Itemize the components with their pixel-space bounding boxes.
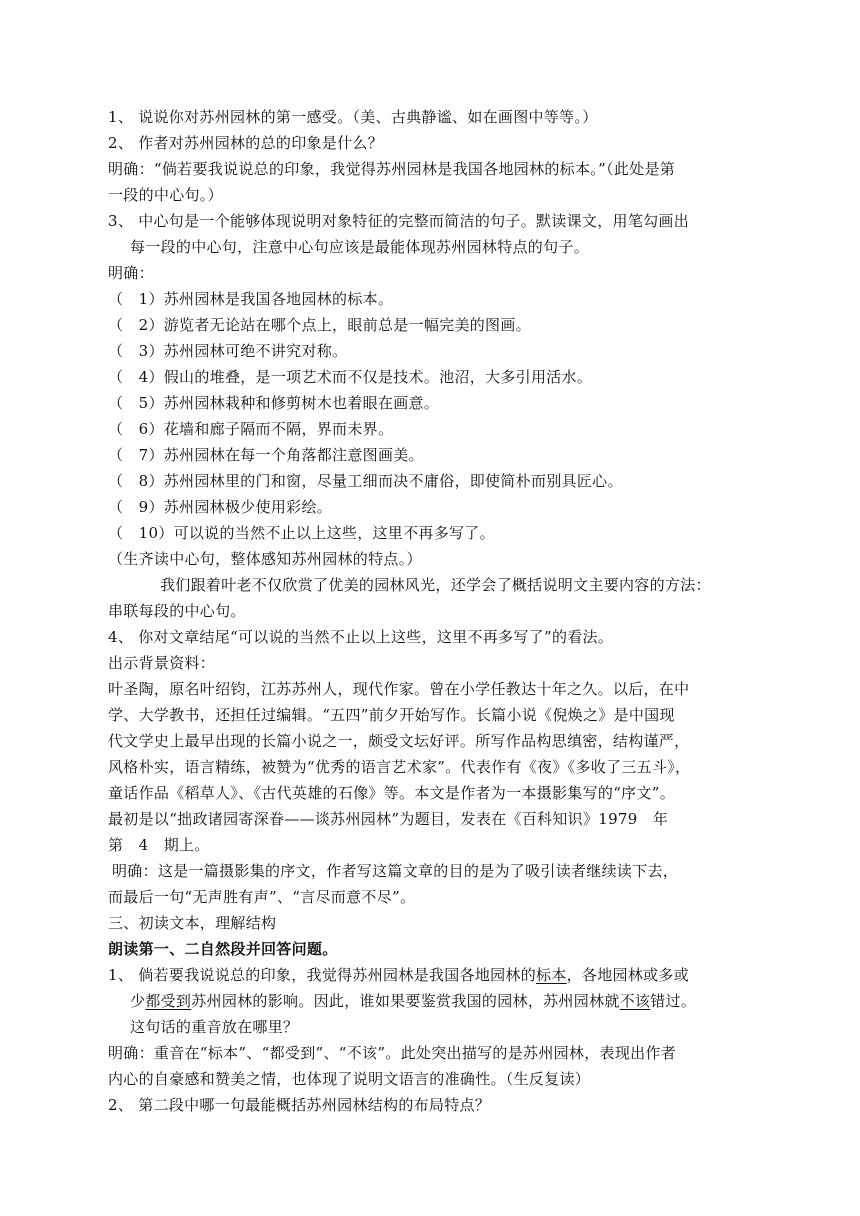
- background-line-6: 最初是以“拙政诸园寄深眷——谈苏州园林”为题目，发表在《百科知识》1979 年: [108, 810, 669, 828]
- background-line-2: 学、大学教书，还担任过编辑。“五四”前夕开始写作。长篇小说《倪焕之》是中国现: [108, 706, 675, 724]
- summary-line-1: 我们跟着叶老不仅欣赏了优美的园林风光，还学会了概括说明文主要内容的方法：: [160, 576, 711, 594]
- reading-question-1-line-1: [108, 965, 689, 985]
- text-segment: 1、 倘若要我说说总的印象，我觉得苏州园林是我国各地园林的: [108, 966, 537, 984]
- text-segment: 少: [130, 992, 146, 1010]
- background-line-1: 叶圣陶，原名叶绍钧，江苏苏州人，现代作家。曾在小学任教达十年之久。以后，在中: [108, 680, 690, 698]
- center-sentence-9: （ 9）苏州园林极少使用彩绘。: [108, 498, 333, 516]
- background-line-7: 第 4 期上。: [108, 836, 210, 854]
- question-2: 2、 作者对苏州园林的总的印象是什么？: [108, 134, 384, 152]
- reading-question-2: 2、 第二段中哪一句最能概括苏州园林结构的布局特点？: [108, 1096, 491, 1114]
- center-sentence-3: （ 3）苏州园林可绝不讲究对称。: [108, 342, 348, 360]
- text-segment: ，各地园林或多或: [566, 966, 690, 984]
- question-3-line-1: 3、 中心句是一个能够体现说明对象特征的完整而简洁的句子。默读课文，用笔勾画出: [108, 212, 690, 230]
- reading-task-heading: 朗读第一、二自然段并回答问题。: [108, 940, 338, 958]
- question-4: 4、 你对文章结尾“可以说的当然不止以上这些，这里不再多写了”的看法。: [108, 628, 614, 646]
- center-sentence-6: （ 6）花墙和廊子隔而不隔，界而未界。: [108, 420, 394, 438]
- underlined-keyword: 都受到: [145, 992, 192, 1010]
- center-sentence-8: （ 8）苏州园林里的门和窗，尽量工细而决不庸俗，即使简朴而别具匠心。: [108, 472, 623, 490]
- underlined-keyword: 不该: [619, 992, 651, 1010]
- background-label: 出示背景资料：: [108, 654, 216, 672]
- underlined-keyword: 标本: [536, 966, 567, 984]
- center-sentence-10: （ 10）可以说的当然不止以上这些，这里不再多写了。: [108, 524, 495, 542]
- question-3-line-2: 每一段的中心句，注意中心句应该是最能体现苏州园林特点的句子。: [130, 238, 590, 256]
- question-1: 1、 说说你对苏州园林的第一感受。（美、古典静谧、如在画图中等等。）: [108, 108, 598, 126]
- text-segment: 错过。: [650, 992, 697, 1010]
- background-line-5: 童话作品《稻草人》、《古代英雄的石像》等。本文是作者为一本摄影集写的“序文”。: [108, 784, 676, 802]
- center-sentence-4: （ 4）假山的堆叠，是一项艺术而不仅是技术。池沼，大多引用活水。: [108, 368, 593, 386]
- section-3-heading: 三、初读文本，理解结构: [108, 914, 277, 932]
- reading-answer-1-line-1: 明确：重音在“标本”、“都受到”、“不该”。此处突出描写的是苏州园林，表现出作者: [108, 1044, 677, 1062]
- answer-4-line-1: 明确：这是一篇摄影集的序文，作者写这篇文章的目的是为了吸引读者继续读下去，: [112, 862, 679, 880]
- center-sentence-1: （ 1）苏州园林是我国各地园林的标本。: [108, 290, 394, 308]
- answer-3-label: 明确：: [108, 264, 154, 282]
- reading-answer-1-line-2: 内心的自豪感和赞美之情，也体现了说明文语言的准确性。（生反复读）: [108, 1070, 591, 1088]
- summary-line-2: 串联每段的中心句。: [108, 602, 246, 620]
- answer-4-line-2: 而最后一句“无声胜有声”、“言尽而意不尽”。: [108, 888, 416, 906]
- center-sentence-2: （ 2）游览者无论站在哪个点上，眼前总是一幅完美的图画。: [108, 316, 531, 334]
- reading-question-1-line-3: 这句话的重音放在哪里？: [130, 1018, 299, 1036]
- reading-question-1-line-2: [130, 991, 696, 1011]
- class-activity-note: （生齐读中心句，整体感知苏州园林的特点。）: [108, 550, 422, 568]
- answer-2-line-1: 明确：“倘若要我说说总的印象，我觉得苏州园林是我国各地园林的标本。”（此处是第: [108, 160, 676, 178]
- center-sentence-7: （ 7）苏州园林在每一个角落都注意图画美。: [108, 446, 424, 464]
- center-sentence-5: （ 5）苏州园林栽种和修剪树木也着眼在画意。: [108, 394, 440, 412]
- background-line-4: 风格朴实，语言精练，被赞为“优秀的语言艺术家”。代表作有《夜》《多收了三五斗》，: [108, 758, 691, 776]
- text-segment: 苏州园林的影响。因此，谁如果要鉴赏我国的园林，苏州园林就: [191, 992, 620, 1010]
- answer-2-line-2: 一段的中心句。）: [108, 186, 223, 204]
- background-line-3: 代文学史上最早出现的长篇小说之一，颇受文坛好评。所写作品构思缜密，结构谨严，: [108, 732, 690, 750]
